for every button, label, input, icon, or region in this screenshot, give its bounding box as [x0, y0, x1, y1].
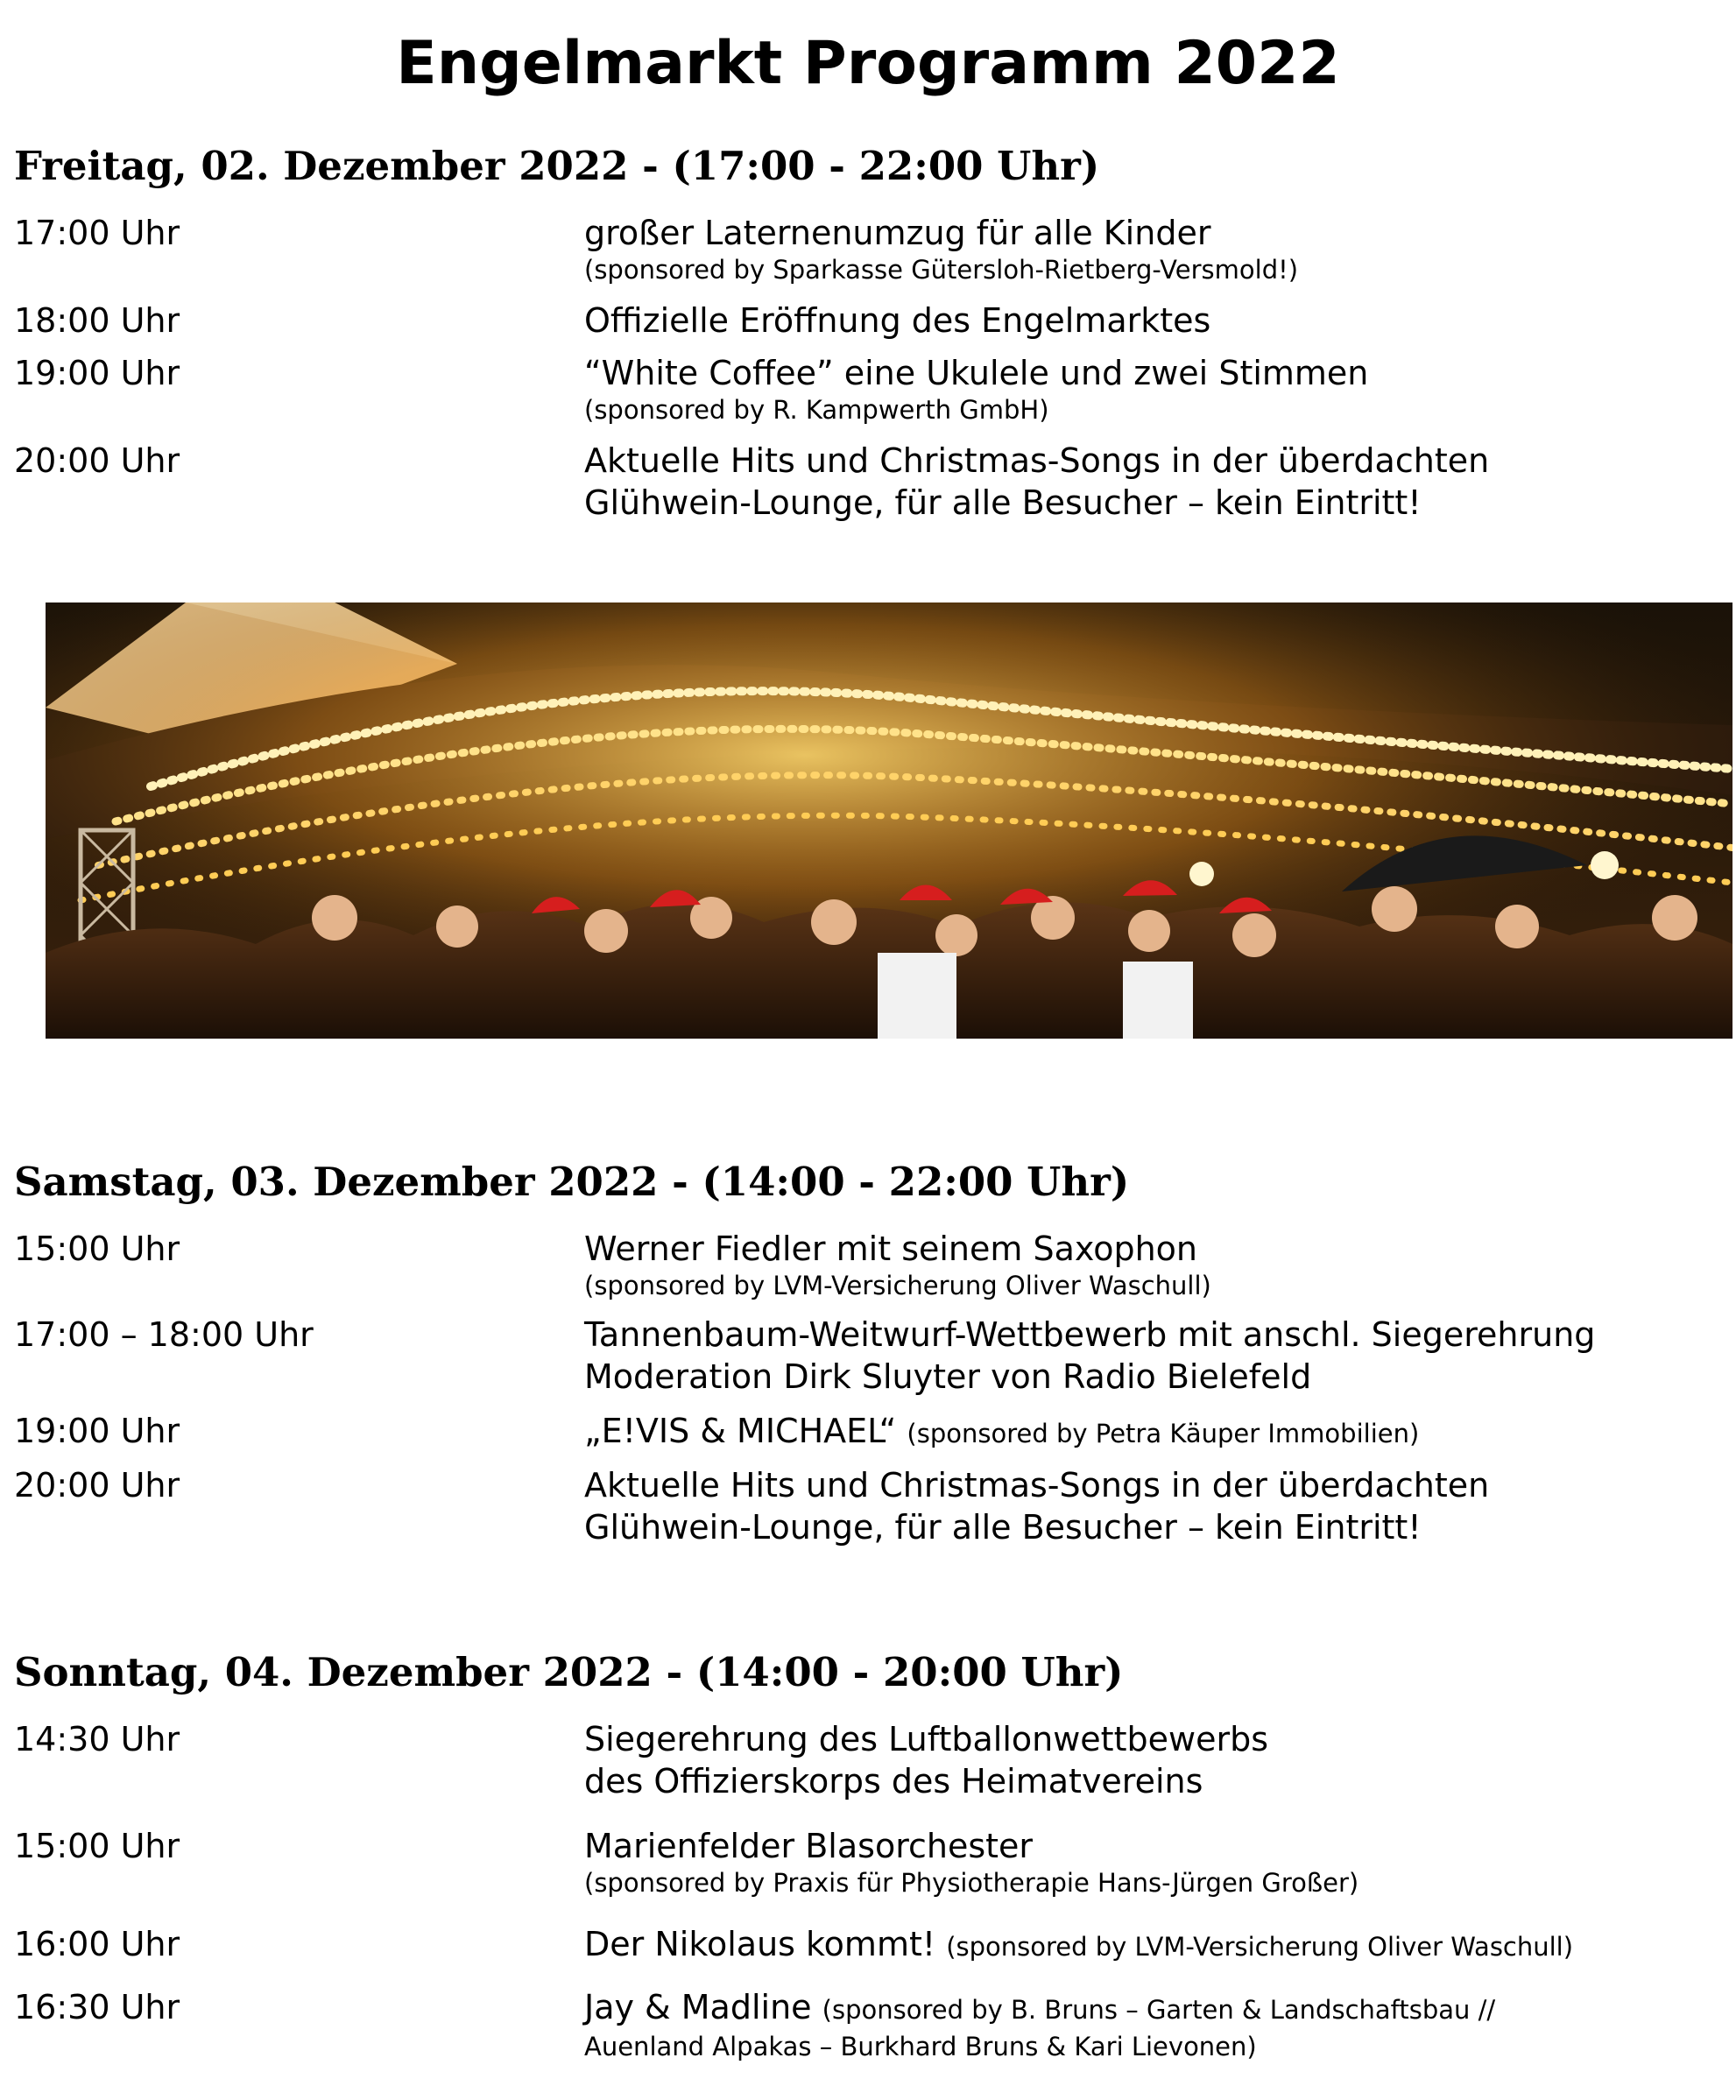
event-time: 16:00 Uhr — [14, 1925, 180, 1963]
event-time: 19:00 Uhr — [14, 1412, 180, 1450]
event-sponsor: (sponsored by Sparkasse Gütersloh-Rietberg-Versmold!) — [584, 255, 1299, 285]
event-title-line2: Glühwein-Lounge, für alle Besucher – kein Eintritt! — [584, 483, 1422, 522]
event-title-line2: des Offizierskorps des Heimatvereins — [584, 1762, 1203, 1801]
event-sponsor: (sponsored by Petra Käuper Immobilien) — [907, 1419, 1420, 1448]
event-time: 14:30 Uhr — [14, 1720, 180, 1758]
event-time: 15:00 Uhr — [14, 1827, 180, 1865]
christmas-market-photo — [46, 603, 1732, 1039]
event-sponsor-line2: Auenland Alpakas – Burkhard Bruns & Kari Lievonen) — [584, 2032, 1257, 2061]
event-sponsor: (sponsored by LVM-Versicherung Oliver Waschull) — [584, 1271, 1211, 1300]
event-sponsor: (sponsored by R. Kampwerth GmbH) — [584, 395, 1049, 425]
event-sponsor: (sponsored by LVM-Versicherung Oliver Waschull) — [946, 1932, 1574, 1962]
day-heading-sunday: Sonntag, 04. Dezember 2022 - (14:00 - 20:00 Uhr) — [14, 1649, 1124, 1695]
event-title-line2: Moderation Dirk Sluyter von Radio Bielefeld — [584, 1357, 1312, 1396]
event-title: Der Nikolaus kommt! — [584, 1925, 936, 1963]
event-title: Offizielle Eröffnung des Engelmarktes — [584, 301, 1211, 340]
event-title: Aktuelle Hits und Christmas-Songs in der überdachten — [584, 1466, 1490, 1505]
event-time: 16:30 Uhr — [14, 1988, 180, 2026]
event-sponsor: (sponsored by B. Bruns – Garten & Landschaftsbau // — [822, 1995, 1496, 2025]
event-time: 15:00 Uhr — [14, 1230, 180, 1268]
event-title-with-sponsor — [584, 1410, 1723, 1455]
event-sponsor: (sponsored by Praxis für Physiotherapie Hans-Jürgen Großer) — [584, 1868, 1359, 1898]
event-title-line2: Glühwein-Lounge, für alle Besucher – kein Eintritt! — [584, 1508, 1422, 1547]
event-title: Werner Fiedler mit seinem Saxophon — [584, 1230, 1197, 1268]
event-title: Aktuelle Hits und Christmas-Songs in der überdachten — [584, 441, 1490, 480]
event-time: 17:00 – 18:00 Uhr — [14, 1315, 314, 1354]
event-title: Marienfelder Blasorchester — [584, 1827, 1034, 1865]
page-title: Engelmarkt Programm 2022 — [396, 29, 1340, 98]
event-title-with-sponsor — [584, 1986, 1723, 2031]
event-title: großer Laternenumzug für alle Kinder — [584, 214, 1211, 252]
event-title: Siegerehrung des Luftballonwettbewerbs — [584, 1720, 1268, 1758]
photo-illustration — [46, 603, 1732, 1039]
event-time: 19:00 Uhr — [14, 354, 180, 392]
event-time: 17:00 Uhr — [14, 214, 180, 252]
event-title-with-sponsor — [584, 1923, 1723, 1968]
event-title: “White Coffee” eine Ukulele und zwei Stimmen — [584, 354, 1369, 392]
event-title: „E!VIS & MICHAEL“ — [584, 1412, 897, 1450]
event-title: Jay & Madline — [584, 1988, 812, 2026]
day-heading-friday: Freitag, 02. Dezember 2022 - (17:00 - 22:00 Uhr) — [14, 143, 1100, 189]
day-heading-saturday: Samstag, 03. Dezember 2022 - (14:00 - 22:00 Uhr) — [14, 1159, 1130, 1205]
event-time: 18:00 Uhr — [14, 301, 180, 340]
event-time: 20:00 Uhr — [14, 441, 180, 480]
event-time: 20:00 Uhr — [14, 1466, 180, 1505]
event-title: Tannenbaum-Weitwurf-Wettbewerb mit anschl. Siegerehrung — [584, 1315, 1596, 1354]
